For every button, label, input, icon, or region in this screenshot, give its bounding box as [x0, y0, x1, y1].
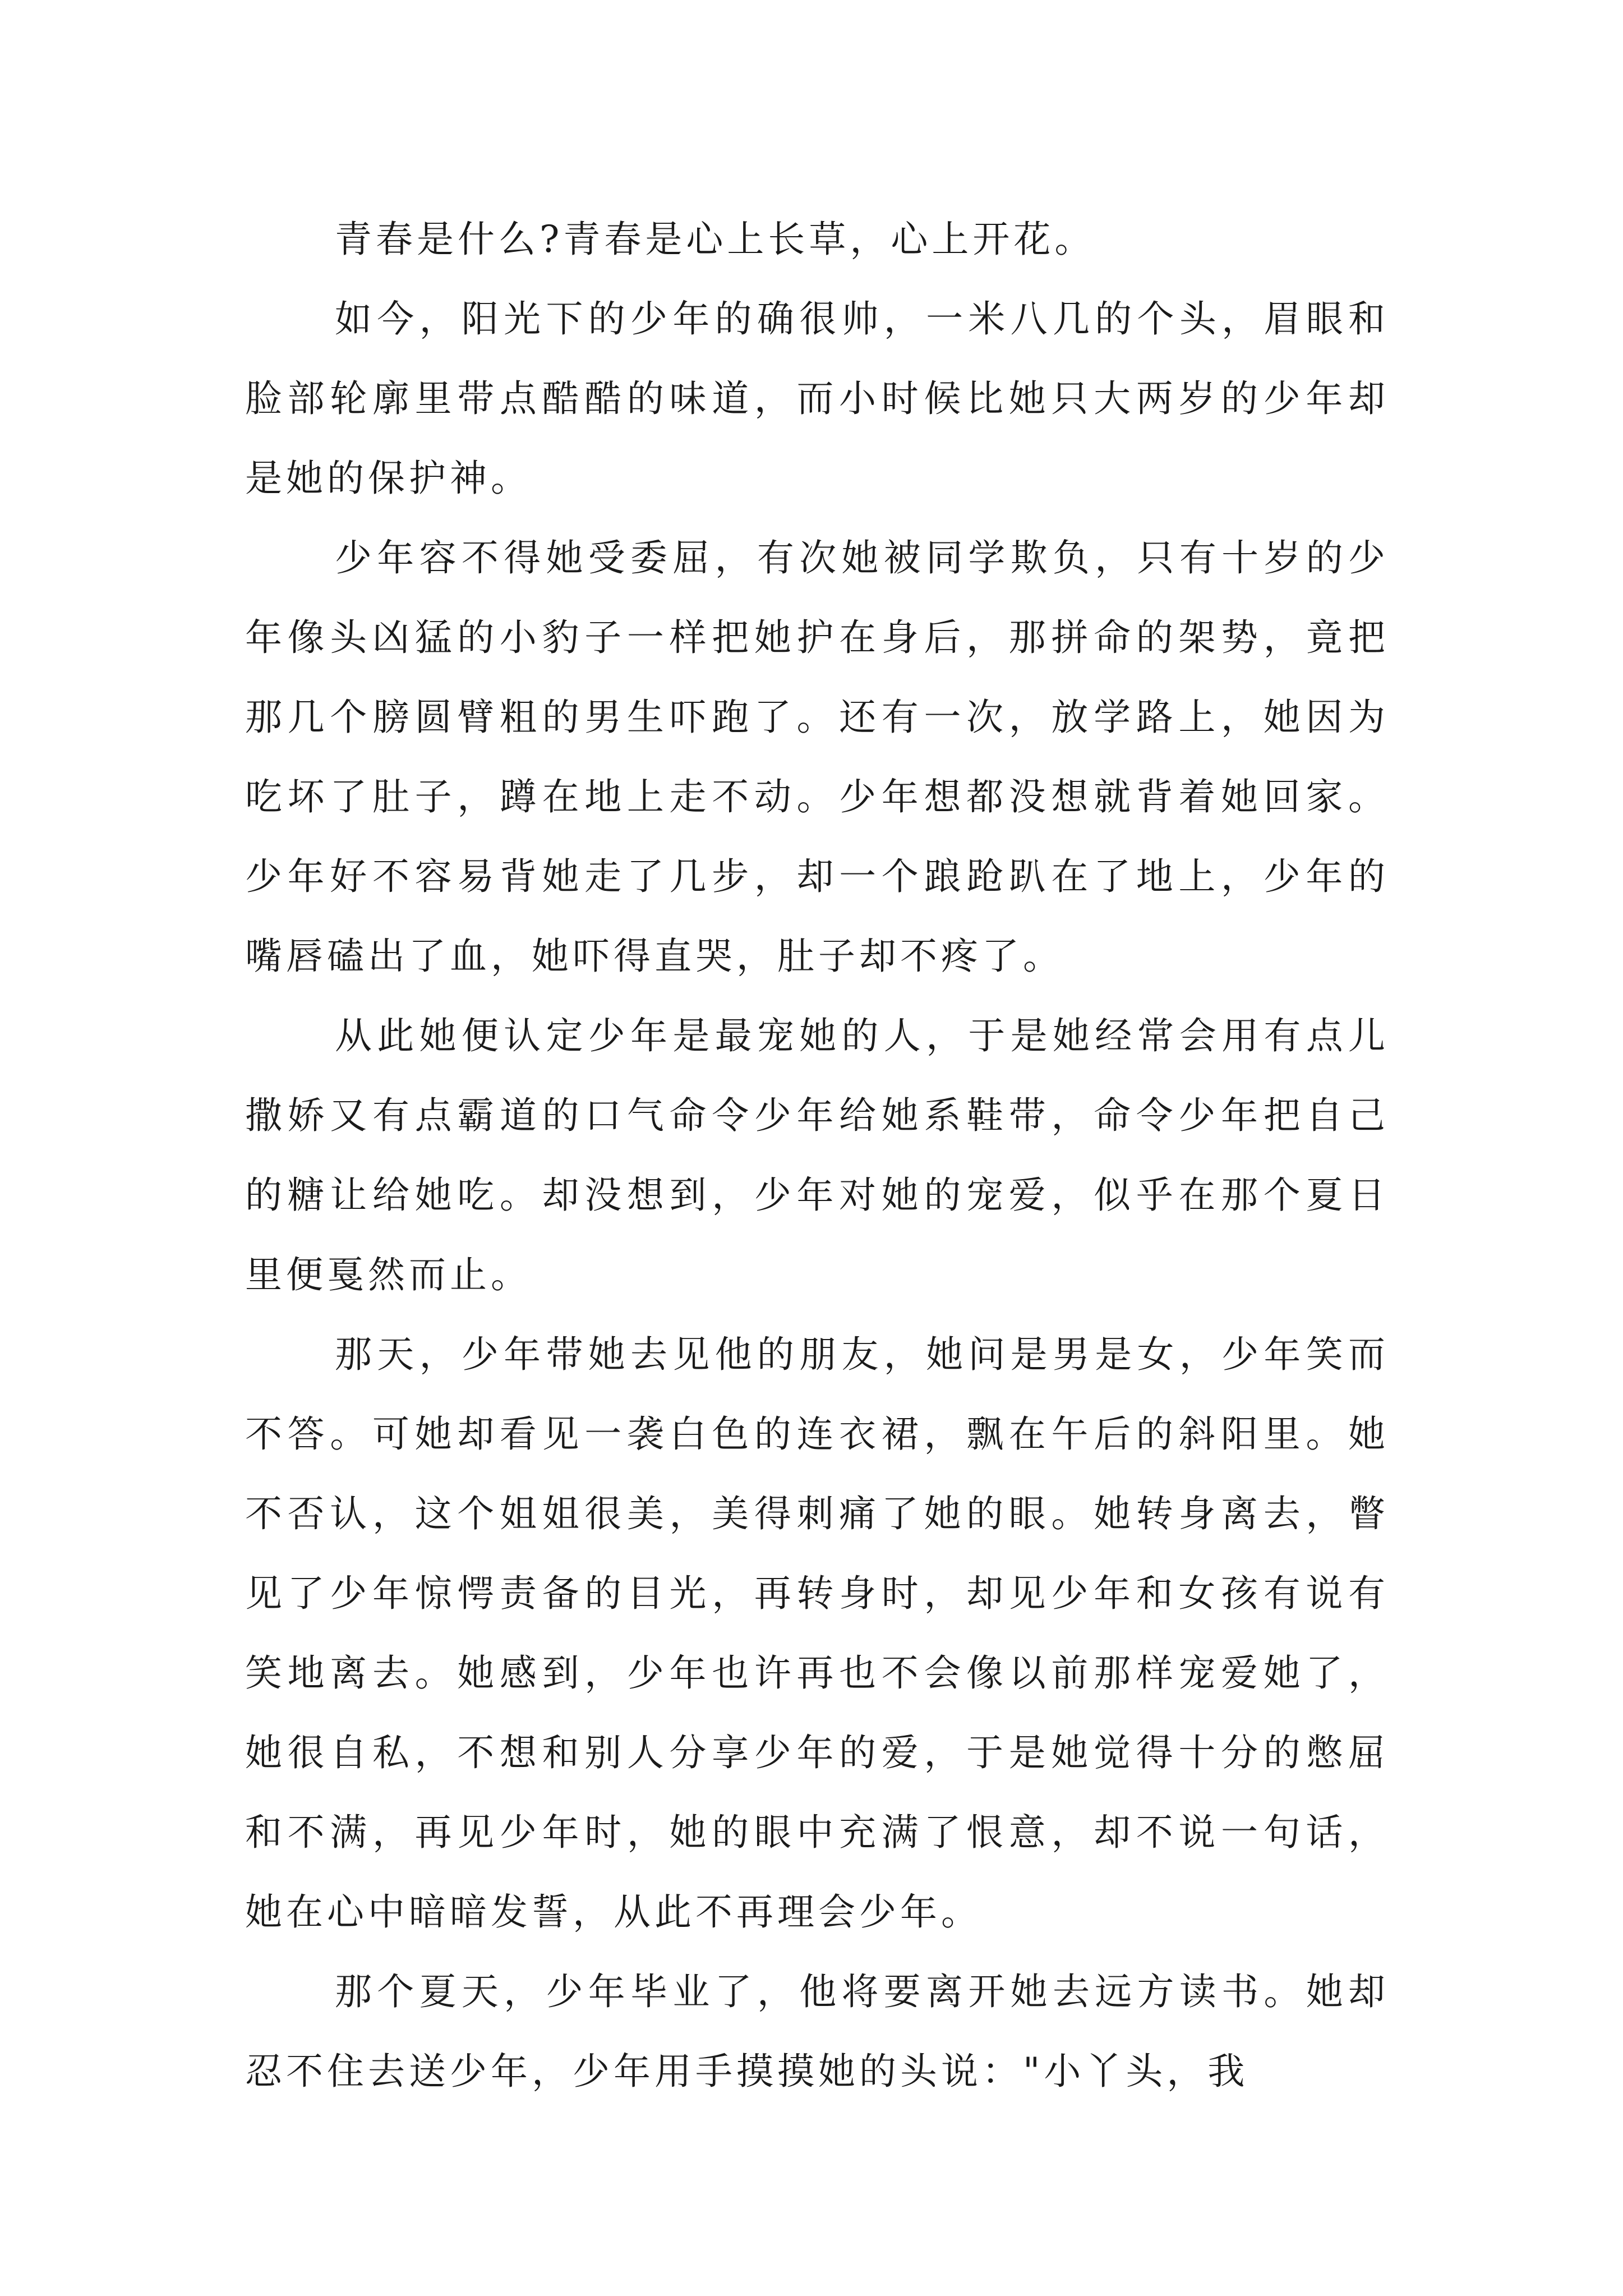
paragraph-1: 青春是什么?青春是心上长草，心上开花。	[335, 218, 1096, 261]
paragraph-3: 少年容不得她受委屈，有次她被同学欺负，只有十岁的少年像头凶猛的小豹子一样把她护在身后，那拼命的架势，竟把那几个膀圆臂粗的男生吓跑了。还有一次，放学路上，她因为吃坏了肚子，蹲在地上走不动。少年想都没想就背着她回家。少年好不容易背她走了几步，却一个踉跄趴在了地上，少年的嘴唇磕出了血，她吓得直哭，肚子却不疼了。	[245, 536, 1389, 978]
paragraph-2: 如今，阳光下的少年的确很帅，一米八几的个头，眉眼和脸部轮廓里带点酷酷的味道，而小时候比她只大两岁的少年却是她的保护神。	[245, 297, 1389, 500]
paragraph-5: 那天，少年带她去见他的朋友，她问是男是女，少年笑而不答。可她却看见一袭白色的连衣裙，飘在午后的斜阳里。她不否认，这个姐姐很美，美得刺痛了她的眼。她转身离去，瞥见了少年惊愕责备的目光，再转身时，却见少年和女孩有说有笑地离去。她感到，少年也许再也不会像以前那样宠爱她了，她很自私，不想和别人分享少年的爱，于是她觉得十分的憋屈和不满，再见少年时，她的眼中充满了恨意，却不说一句话，她在心中暗暗发誓，从此不再理会少年。	[245, 1333, 1389, 1934]
paragraph-4: 从此她便认定少年是最宠她的人，于是她经常会用有点儿撒娇又有点霸道的口气命令少年给她系鞋带，命令少年把自己的糖让给她吃。却没想到，少年对她的宠爱，似乎在那个夏日里便戛然而止。	[245, 1014, 1389, 1296]
paragraph-6: 那个夏天，少年毕业了，他将要离开她去远方读书。她却忍不住去送少年，少年用手摸摸她的头说："小丫头，我	[245, 1970, 1389, 2093]
document-body	[245, 200, 1389, 2111]
